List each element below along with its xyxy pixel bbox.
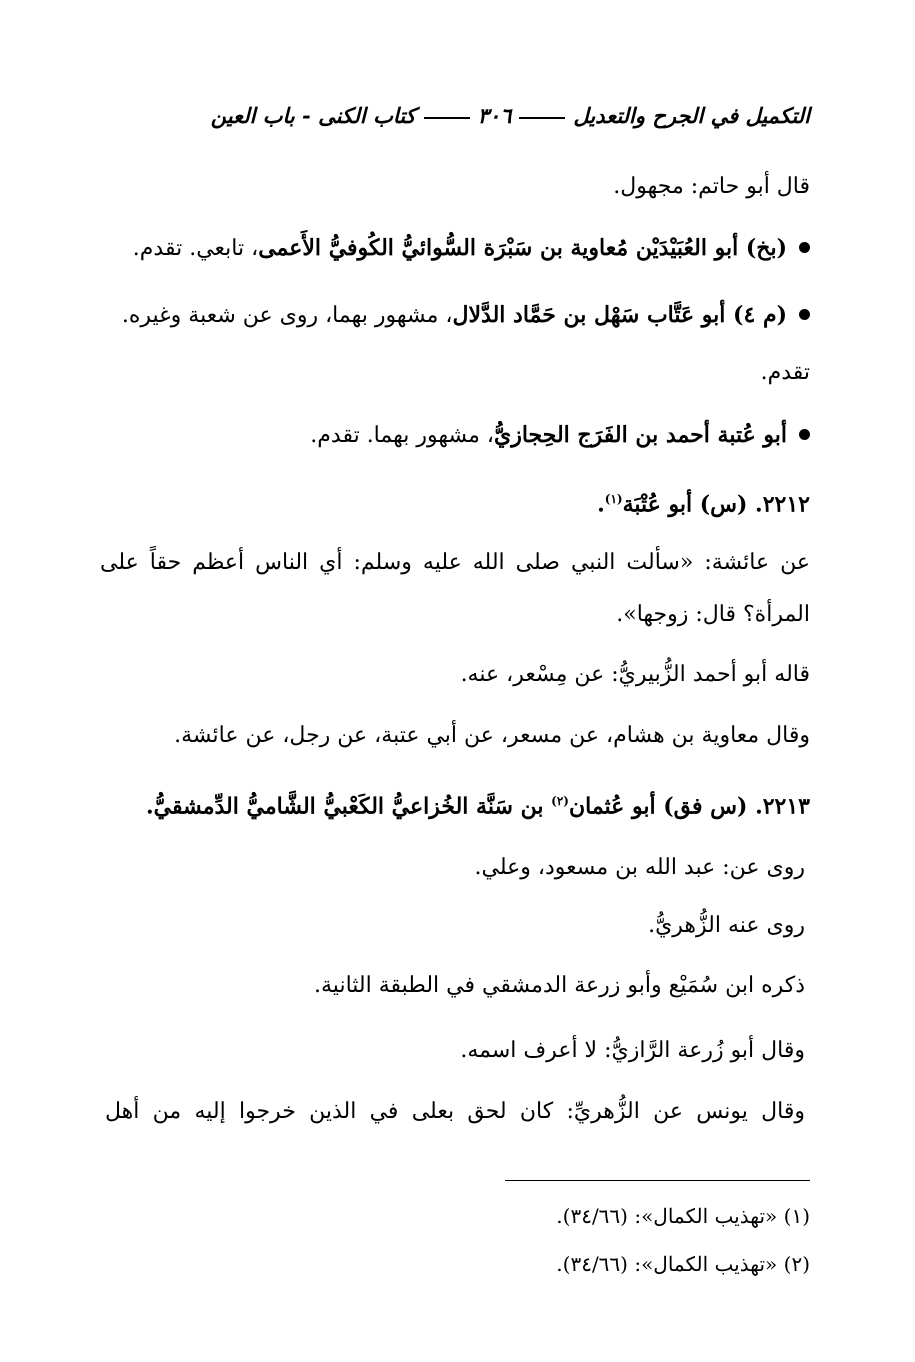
entry-name: (بخ) أبو العُبَيْدَيْن مُعاوية بن سَبْرَة السُّوائيُّ الكُوفيُّ الأَعمى xyxy=(258,235,787,261)
entry-heading-2212 xyxy=(597,484,810,519)
entry-name: أبو عُتبة أحمد بن الفَرَج الحِجازيُّ xyxy=(494,422,787,448)
header-dash xyxy=(424,117,470,119)
bullet-entry xyxy=(310,420,810,451)
entry-heading-text: بن سَنَّة الخُزاعيُّ الكَعْبيُّ الشَّاميُّ الدِّمشقيُّ. xyxy=(145,793,552,820)
entry-heading-2213 xyxy=(146,786,810,821)
running-header xyxy=(120,103,810,128)
page-number: ٣٠٦ xyxy=(477,103,512,128)
entry-text: ، تابعي. تقدم. xyxy=(132,236,259,261)
text-line: قاله أبو أحمد الزُّبيريُّ: عن مِسْعر، عنه. xyxy=(460,662,810,687)
section-title: كتاب الكنى - باب العين xyxy=(210,103,416,128)
text-line: وقال أبو زُرعة الرَّازيُّ: لا أعرف اسمه. xyxy=(460,1038,805,1063)
footnote: (١) «تهذيب الكمال»: (٣٤/٦٦). xyxy=(556,1204,810,1228)
footnote-ref: (١) xyxy=(604,492,623,506)
bullet-icon xyxy=(799,429,810,440)
text-line: قال أبو حاتم: مجهول. xyxy=(613,174,810,199)
entry-text: ، مشهور بهما. تقدم. xyxy=(310,423,494,448)
bullet-entry xyxy=(133,233,810,264)
text-line: وقال معاوية بن هشام، عن مسعر، عن أبي عتبة، عن رجل، عن عائشة. xyxy=(174,723,810,748)
footnote: (٢) «تهذيب الكمال»: (٣٤/٦٦). xyxy=(556,1252,810,1276)
text-line: وقال يونس عن الزُّهريِّ: كان لحق بعلى في الذين خرجوا إليه من أهل xyxy=(105,1099,805,1124)
bullet-icon xyxy=(799,242,810,253)
footnote-separator xyxy=(505,1180,810,1181)
text-line: تقدم. xyxy=(760,360,810,385)
text-line: عن عائشة: «سألت النبي صلى الله عليه وسلم: أي الناس أعظم حقاً على xyxy=(100,550,810,575)
text-line: روى عنه الزُّهريُّ. xyxy=(648,913,805,938)
text-line: روى عن: عبد الله بن مسعود، وعلي. xyxy=(474,855,805,880)
text-line: ذكره ابن سُمَيْع وأبو زرعة الدمشقي في الطبقة الثانية. xyxy=(314,973,805,998)
entry-heading-text: ٢٢١٢. (س) أبو عُتْبَة xyxy=(622,491,810,518)
footnote-ref: (٢) xyxy=(551,794,569,808)
entry-heading-end: . xyxy=(597,491,605,518)
bullet-icon xyxy=(799,309,810,320)
header-dash xyxy=(519,117,565,119)
book-title: التكميل في الجرح والتعديل xyxy=(573,103,810,128)
bullet-entry xyxy=(122,300,810,331)
entry-text: ، مشهور بهما، روى عن شعبة وغيره. xyxy=(121,303,453,328)
entry-heading-text: ٢٢١٣. (س فق) أبو عُثمان xyxy=(568,793,810,820)
text-line: المرأة؟ قال: زوجها». xyxy=(616,602,810,627)
entry-name: (م ٤) أبو عَتَّاب سَهْل بن حَمَّاد الدَّلال xyxy=(452,302,787,328)
